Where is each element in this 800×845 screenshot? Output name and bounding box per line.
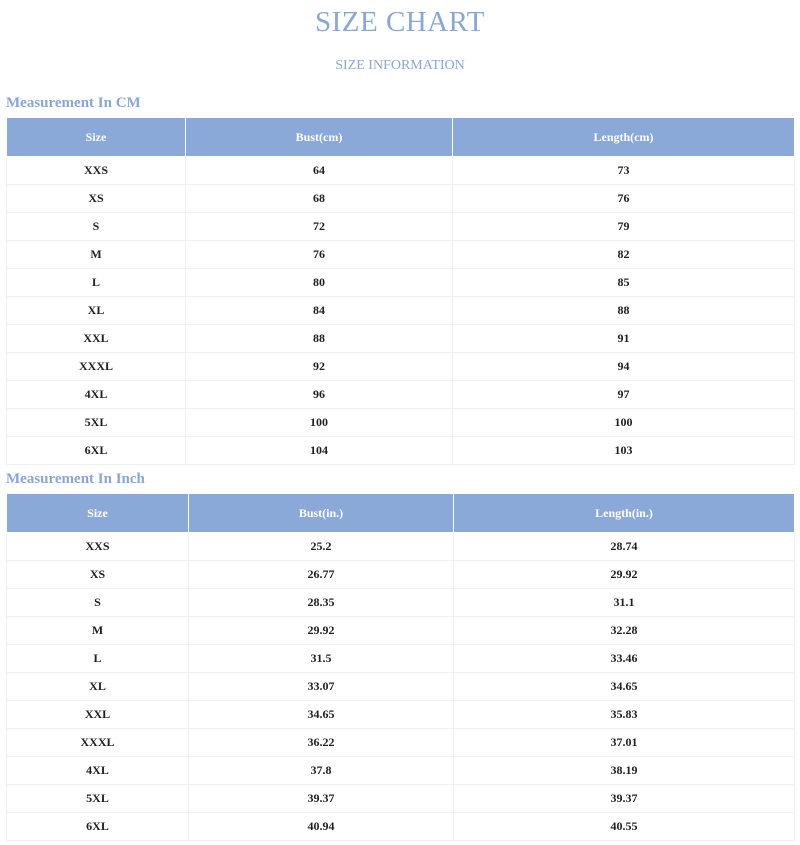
bust-cell: 36.22 bbox=[189, 729, 454, 757]
length-cell: 82 bbox=[453, 241, 795, 269]
length-cell: 73 bbox=[453, 157, 795, 185]
length-cell: 85 bbox=[453, 269, 795, 297]
length-cell: 79 bbox=[453, 213, 795, 241]
bust-cell: 40.94 bbox=[189, 813, 454, 841]
length-cell: 37.01 bbox=[454, 729, 795, 757]
column-header-bust: Bust(in.) bbox=[189, 494, 454, 533]
size-cell: XXL bbox=[7, 701, 189, 729]
length-cell: 91 bbox=[453, 325, 795, 353]
column-header-size: Size bbox=[7, 494, 189, 533]
size-cell: XXS bbox=[7, 157, 186, 185]
table-header-row bbox=[7, 118, 795, 157]
length-cell: 29.92 bbox=[454, 561, 795, 589]
length-cell: 40.55 bbox=[454, 813, 795, 841]
bust-cell: 80 bbox=[186, 269, 453, 297]
inch-table-body bbox=[7, 533, 795, 841]
cm-size-table bbox=[6, 117, 795, 465]
size-cell: 5XL bbox=[7, 785, 189, 813]
table-row bbox=[7, 813, 795, 841]
length-cell: 32.28 bbox=[454, 617, 795, 645]
size-cell: XXXL bbox=[7, 729, 189, 757]
table-row bbox=[7, 241, 795, 269]
bust-cell: 84 bbox=[186, 297, 453, 325]
table-row bbox=[7, 157, 795, 185]
length-cell: 35.83 bbox=[454, 701, 795, 729]
size-cell: XS bbox=[7, 561, 189, 589]
length-cell: 33.46 bbox=[454, 645, 795, 673]
size-cell: 6XL bbox=[7, 437, 186, 465]
inch-section-heading: Measurement In Inch bbox=[6, 471, 145, 487]
table-row bbox=[7, 561, 795, 589]
size-cell: 4XL bbox=[7, 757, 189, 785]
table-row bbox=[7, 645, 795, 673]
length-cell: 38.19 bbox=[454, 757, 795, 785]
table-row bbox=[7, 673, 795, 701]
size-cell: S bbox=[7, 589, 189, 617]
cm-section-heading: Measurement In CM bbox=[6, 95, 141, 111]
column-header-size: Size bbox=[7, 118, 186, 157]
length-cell: 94 bbox=[453, 353, 795, 381]
column-header-length: Length(cm) bbox=[453, 118, 795, 157]
cm-table-body bbox=[7, 157, 795, 465]
table-row bbox=[7, 409, 795, 437]
bust-cell: 96 bbox=[186, 381, 453, 409]
table-row bbox=[7, 325, 795, 353]
table-row bbox=[7, 589, 795, 617]
table-row bbox=[7, 533, 795, 561]
length-cell: 39.37 bbox=[454, 785, 795, 813]
length-cell: 103 bbox=[453, 437, 795, 465]
size-cell: XL bbox=[7, 297, 186, 325]
table-row bbox=[7, 381, 795, 409]
size-cell: XXXL bbox=[7, 353, 186, 381]
bust-cell: 104 bbox=[186, 437, 453, 465]
table-row bbox=[7, 269, 795, 297]
bust-cell: 64 bbox=[186, 157, 453, 185]
table-row bbox=[7, 297, 795, 325]
length-cell: 100 bbox=[453, 409, 795, 437]
size-cell: XXL bbox=[7, 325, 186, 353]
bust-cell: 26.77 bbox=[189, 561, 454, 589]
length-cell: 88 bbox=[453, 297, 795, 325]
table-row bbox=[7, 617, 795, 645]
bust-cell: 31.5 bbox=[189, 645, 454, 673]
size-cell: 6XL bbox=[7, 813, 189, 841]
bust-cell: 33.07 bbox=[189, 673, 454, 701]
length-cell: 76 bbox=[453, 185, 795, 213]
bust-cell: 37.8 bbox=[189, 757, 454, 785]
size-cell: XXS bbox=[7, 533, 189, 561]
size-cell: L bbox=[7, 645, 189, 673]
table-row bbox=[7, 757, 795, 785]
bust-cell: 68 bbox=[186, 185, 453, 213]
length-cell: 31.1 bbox=[454, 589, 795, 617]
size-cell: XS bbox=[7, 185, 186, 213]
length-cell: 97 bbox=[453, 381, 795, 409]
bust-cell: 29.92 bbox=[189, 617, 454, 645]
page-title: SIZE CHART bbox=[314, 6, 485, 38]
table-row bbox=[7, 185, 795, 213]
table-row bbox=[7, 785, 795, 813]
table-row bbox=[7, 213, 795, 241]
bust-cell: 72 bbox=[186, 213, 453, 241]
column-header-length: Length(in.) bbox=[454, 494, 795, 533]
size-cell: M bbox=[7, 241, 186, 269]
table-row bbox=[7, 729, 795, 757]
table-header-row bbox=[7, 494, 795, 533]
size-cell: XL bbox=[7, 673, 189, 701]
bust-cell: 76 bbox=[186, 241, 453, 269]
table-row bbox=[7, 701, 795, 729]
bust-cell: 92 bbox=[186, 353, 453, 381]
inch-size-table bbox=[6, 493, 795, 841]
length-cell: 34.65 bbox=[454, 673, 795, 701]
size-cell: S bbox=[7, 213, 186, 241]
column-header-bust: Bust(cm) bbox=[186, 118, 453, 157]
bust-cell: 34.65 bbox=[189, 701, 454, 729]
bust-cell: 25.2 bbox=[189, 533, 454, 561]
page-subtitle: SIZE INFORMATION bbox=[335, 58, 465, 73]
size-cell: L bbox=[7, 269, 186, 297]
size-cell: 4XL bbox=[7, 381, 186, 409]
table-row bbox=[7, 437, 795, 465]
size-cell: 5XL bbox=[7, 409, 186, 437]
bust-cell: 39.37 bbox=[189, 785, 454, 813]
bust-cell: 28.35 bbox=[189, 589, 454, 617]
bust-cell: 88 bbox=[186, 325, 453, 353]
length-cell: 28.74 bbox=[454, 533, 795, 561]
bust-cell: 100 bbox=[186, 409, 453, 437]
table-row bbox=[7, 353, 795, 381]
size-cell: M bbox=[7, 617, 189, 645]
